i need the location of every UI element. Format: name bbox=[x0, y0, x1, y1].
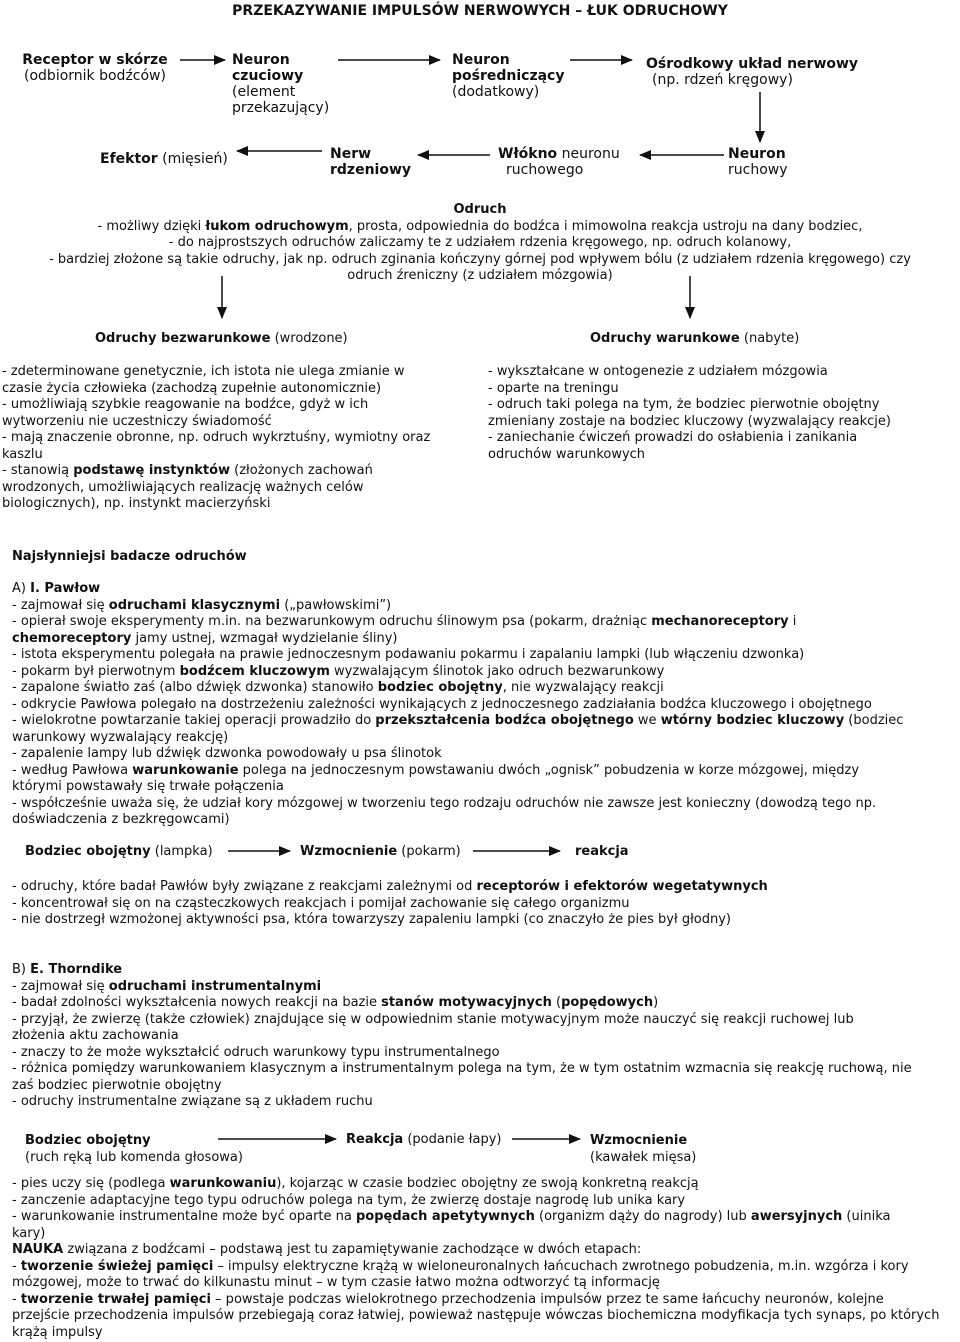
list-item: - wykształcane w ontogenezie z udziałem mózgowia bbox=[488, 364, 828, 379]
list-item: - warunkowanie instrumentalne może być oparte na popędach apetytywnych (organizm dąży do nagrody) lub awersyjnych (uinika bbox=[12, 1209, 891, 1224]
list-item: - wielokrotne powtarzanie takiej operacji prowadziło do przekształcenia bodźca obojętnego we wtórny bodziec kluczowy (bodziec bbox=[12, 713, 904, 728]
list-item: którymi powstawały się trwałe połączenia bbox=[12, 779, 284, 794]
czuciowy-box bbox=[232, 52, 342, 116]
list-item: - zapalone światło zaś (albo dźwięk dzwonka) stanowiło bodziec obojętny, nie wyzwalający reakcji bbox=[12, 680, 664, 695]
schemat1-wzmocnienie: Wzmocnienie (pokarm) bbox=[300, 844, 461, 859]
nerw-box bbox=[330, 146, 420, 178]
list-item: - odruch taki polega na tym, że bodziec pierwotnie obojętny bbox=[488, 397, 880, 412]
list-item: krążą impulsy bbox=[12, 1324, 103, 1340]
list-item: NAUKA związana z bodźcami – podstawą jest tu zapamiętywanie zachodzące w dwóch etapach: bbox=[12, 1242, 642, 1257]
list-item: - zanczenie adaptacyjne tego typu odruchów polega na tym, że zwierzę dostaje nagrodę lub unika kary bbox=[12, 1192, 686, 1208]
list-item: mózgowej, może to trwać do kilkunastu minut – w tym czasie łatwo można odtworzyć tą informację bbox=[12, 1275, 660, 1290]
schemat1-reakcja: reakcja bbox=[575, 844, 629, 859]
list-item: zaś bodziec pierwotnie obojętny bbox=[12, 1077, 222, 1093]
list-item: chemoreceptory jamy ustnej, wzmagał wydzielanie śliny) bbox=[12, 630, 398, 646]
list-item: doświadczenia z bezkręgowcami) bbox=[12, 812, 230, 827]
nerw-label-1: Nerw bbox=[330, 146, 372, 162]
wlokno-label: Włókno bbox=[498, 146, 558, 162]
ruchowy-desc: ruchowy bbox=[728, 162, 788, 178]
list-item: - mają znaczenie obronne, np. odruch wykrztuśny, wymiotny oraz bbox=[2, 430, 431, 445]
list-item: - zaniechanie ćwiczeń prowadzi do osłabienia i zanikania bbox=[488, 430, 858, 445]
list-item: przejście przechodzenia impulsów przebiegają coraz łatwiej, powieważ następuje wówczas biochemiczna modyfikacja tych synaps, po których bbox=[12, 1308, 940, 1323]
nerw-label-2: rdzeniowy bbox=[330, 162, 412, 178]
efektor-label: Efektor bbox=[100, 151, 158, 167]
ruchowy-box bbox=[728, 146, 808, 178]
list-item: kaszlu bbox=[2, 446, 43, 462]
list-item: - opierał swoje eksperymenty m.in. na bezwarunkowym odruchu ślinowym psa (pokarm, drażniąc mechanoreceptory i bbox=[12, 614, 797, 629]
list-item: - pies uczy się (podlega warunkowaniu), kojarząc w czasie bodziec obojętny ze swoją konkretną reakcją bbox=[12, 1176, 699, 1191]
list-item: - oparte na treningu bbox=[488, 380, 619, 396]
receptor-box bbox=[10, 52, 180, 84]
posredniczacy-label-2: pośredniczący bbox=[452, 68, 565, 84]
wlokno-desc-2: ruchowego bbox=[506, 162, 584, 178]
receptor-label: Receptor w skórze bbox=[22, 52, 168, 68]
pawlow-section bbox=[12, 581, 957, 829]
list-item: biologicznych), np. instynkt macierzyński bbox=[2, 496, 271, 511]
warunkowe-list bbox=[488, 364, 958, 463]
efektor-desc: (mięsień) bbox=[157, 151, 228, 167]
thorndike2-section bbox=[12, 1176, 957, 1341]
list-item: - umożliwiają szybkie reagowanie na bodźce, gdyż w ich bbox=[2, 397, 369, 412]
list-item: - przyjął, że zwierzę (także człowiek) znajdujące się w odpowiednim stanie motywacyjnym może nauczyć się reakcji ruchowej lub bbox=[12, 1011, 854, 1027]
list-item: kary) bbox=[12, 1225, 46, 1241]
list-item: - istota eksperymentu polegała na prawie jednoczesnym podawaniu pokarmu i zapalaniu lampki (lub włączeniu dzwonka) bbox=[12, 647, 805, 662]
posredniczacy-box bbox=[452, 52, 582, 100]
list-item: - według Pawłowa warunkowanie polega na jednoczesnym powstawaniu dwóch „ognisk” pobudzenia w korze mózgowej, między bbox=[12, 762, 860, 778]
list-item: - koncentrował się on na cząsteczkowych reakcjach i pomijał zachowanie się całego organizmu bbox=[12, 895, 630, 911]
odruch-line-3: - bardziej złożone są takie odruchy, jak np. odruch zginania kończyny górnej pod wpływem bólu (z udziałem rdzenia kręgowego) czy bbox=[49, 251, 911, 267]
list-item: warunkowy wyzwalający reakcję) bbox=[12, 729, 229, 745]
list-item: - badał zdolności wykształcenia nowych reakcji na bazie stanów motywacyjnych (popędowych) bbox=[12, 995, 659, 1010]
list-item: - nie dostrzegł wzmożonej aktywności psa, która towarzyszy zapaleniu lampki (co znaczyło że pies był głodny) bbox=[12, 912, 731, 927]
warunkowe-heading: Odruchy warunkowe (nabyte) bbox=[590, 331, 800, 346]
efektor-box bbox=[100, 151, 240, 167]
list-item: - zajmował się odruchami klasycznymi („pawłowskimi”) bbox=[12, 597, 392, 613]
wlokno-box bbox=[498, 146, 638, 178]
schemat2-bodziec: Bodziec obojętny (ruch ręką lub komenda głosowa) bbox=[25, 1133, 243, 1165]
schemat2-wzmocnienie: Wzmocnienie (kawałek mięsa) bbox=[590, 1133, 697, 1165]
posredniczacy-desc: (dodatkowy) bbox=[452, 84, 540, 100]
list-item: złożenia aktu zachowania bbox=[12, 1028, 179, 1043]
list-item: - odkrycie Pawłowa polegało na dostrzeżeniu zależności wynikających z jednoczesnego zadziałania bodźca kluczowego i obojętnego bbox=[12, 696, 872, 712]
list-item: - zdeterminowane genetycznie, ich istota nie ulega zmianie w bbox=[2, 364, 405, 379]
bezwarunkowe-list bbox=[2, 364, 472, 513]
list-item: - zajmował się odruchami instrumentalnymi bbox=[12, 978, 322, 994]
list-item: - odruchy, które badał Pawłów były związane z reakcjami zależnymi od receptorów i efektorów wegetatywnych bbox=[12, 879, 768, 894]
list-item: - pokarm był pierwotnym bodźcem kluczowym wyzwalającym ślinotok jako odruch bezwarunkowy bbox=[12, 663, 665, 679]
odruch-line-2: - do najprostszych odruchów zaliczamy te z udziałem rdzenia kręgowego, np. odruch kolanowy, bbox=[168, 235, 792, 250]
list-item: wrodzonych, umożliwiających realizację ważnych celów bbox=[2, 479, 364, 495]
czuciowy-label-1: Neuron bbox=[232, 52, 290, 68]
odruch-line-1: - możliwy dzięki łukom odruchowym, prosta, odpowiednia do bodźca i mimowolna reakcja ustroju na dany bodziec, bbox=[97, 218, 863, 234]
odruch-line-4: odruch źreniczny (z udziałem mózgowia) bbox=[347, 268, 613, 283]
list-item: - współcześnie uważa się, że udział kory mózgowej w tworzeniu tego rodzaju odruchów nie zawsze jest konieczny (dowodzą tego np. bbox=[12, 795, 877, 811]
badacze-heading: Najsłynniejsi badacze odruchów bbox=[12, 549, 247, 564]
pawlow2-section bbox=[12, 879, 957, 929]
osrodkowy-desc: (np. rdzeń kręgowy) bbox=[652, 72, 793, 88]
schemat2-reakcja: Reakcja (podanie łapy) bbox=[346, 1132, 502, 1147]
odruch-section bbox=[0, 202, 960, 285]
list-item: wytworzeniu nie uczestniczy świadomość bbox=[2, 413, 272, 429]
czuciowy-desc-1: (element bbox=[232, 84, 296, 100]
thorndike-heading: B) E. Thorndike bbox=[12, 962, 123, 977]
osrodkowy-label: Ośrodkowy układ nerwowy bbox=[646, 56, 859, 72]
list-item: - różnica pomiędzy warunkowaniem klasycznym a instrumentalnym polega na tym, że w tym ostatnim wzmacnia się reakcję ruchową, nie bbox=[12, 1061, 912, 1076]
czuciowy-label-2: czuciowy bbox=[232, 68, 304, 84]
list-item: - tworzenie trwałej pamięci – powstaje podczas wielokrotnego przechodzenia impulsów przez te same łańcuchy neuronów, kolejne bbox=[12, 1291, 884, 1307]
list-item: - tworzenie świeżej pamięci – impulsy elektryczne krążą w wieloneuronalnych łańcuchach zwrotnego pobudzenia, m.in. wzgórza i kory bbox=[12, 1258, 909, 1274]
list-item: - stanowią podstawę instynktów (złożonych zachowań bbox=[2, 463, 373, 478]
wlokno-desc-1: neuronu bbox=[557, 146, 620, 162]
posredniczacy-label-1: Neuron bbox=[452, 52, 510, 68]
list-item: - odruchy instrumentalne związane są z układem ruchu bbox=[12, 1094, 373, 1109]
osrodkowy-box bbox=[646, 56, 866, 88]
thorndike-section bbox=[12, 962, 957, 1111]
page-title: PRZEKAZYWANIE IMPULSÓW NERWOWYCH – ŁUK ODRUCHOWY bbox=[232, 3, 728, 19]
receptor-desc: (odbiornik bodźców) bbox=[24, 68, 166, 84]
czuciowy-desc-2: przekazujący) bbox=[232, 100, 330, 116]
list-item: - znaczy to że może wykształcić odruch warunkowy typu instrumentalnego bbox=[12, 1044, 500, 1060]
list-item: zmieniany zostaje na bodziec kluczowy (wyzwalający reakcje) bbox=[488, 413, 891, 429]
ruchowy-label: Neuron bbox=[728, 146, 786, 162]
pawlow-heading: A) I. Pawłow bbox=[12, 581, 101, 596]
list-item: czasie życia człowieka (zachodzą zupełnie autonomicznie) bbox=[2, 380, 382, 396]
schemat1-bodziec: Bodziec obojętny (lampka) bbox=[25, 844, 213, 859]
list-item: - zapalenie lampy lub dźwięk dzwonka powodowały u psa ślinotok bbox=[12, 746, 442, 761]
odruch-heading: Odruch bbox=[453, 202, 507, 217]
list-item: odruchów warunkowych bbox=[488, 446, 646, 462]
bezwarunkowe-heading: Odruchy bezwarunkowe (wrodzone) bbox=[95, 331, 348, 346]
